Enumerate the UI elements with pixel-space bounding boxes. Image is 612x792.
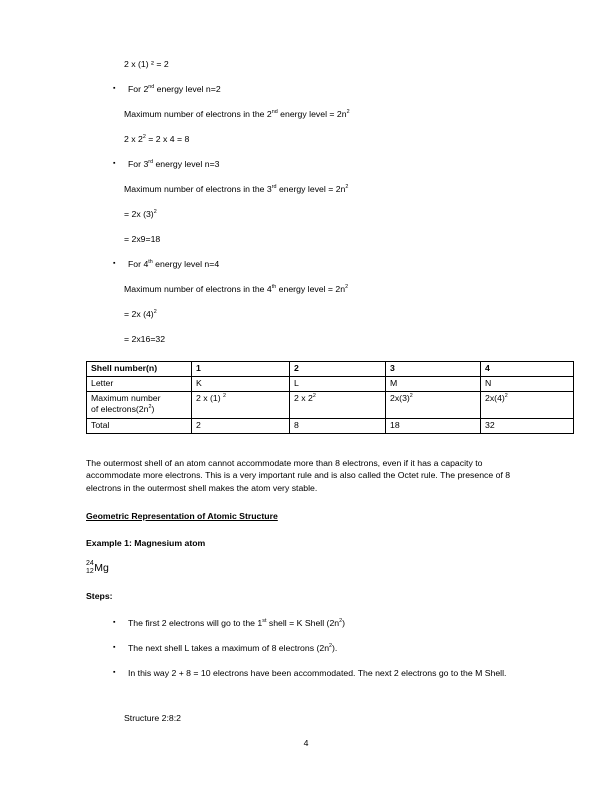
exponent: 2	[345, 184, 349, 191]
list-item	[86, 258, 528, 270]
list-item-label	[128, 83, 528, 95]
text-run: = 2x (4)	[124, 309, 154, 319]
exponent: 2	[312, 393, 316, 400]
table-header-row	[87, 362, 574, 377]
text-run: energy level n=3	[153, 159, 220, 169]
table-header-cell: 3	[386, 362, 481, 377]
text-run: The next shell L takes a maximum of 8 electrons (2n	[128, 643, 330, 654]
octet-rule-paragraph: The outermost shell of an atom cannot accommodate more than 8 electrons, even if it has a capacity to accommodate more electrons. This is a very important rule and is also called the Octet rule. The presence of 8 electrons in the outermost shell makes the atom very stable.	[86, 458, 511, 493]
ordinal-suffix: th	[148, 259, 153, 266]
exponent: 2	[504, 393, 508, 400]
page-number: 4	[303, 738, 309, 748]
ordinal-suffix: rd	[148, 159, 154, 166]
equation-n2	[86, 133, 528, 145]
square-bullet-icon: ▪	[113, 85, 116, 92]
ordinal-suffix: th	[271, 284, 277, 291]
text-run: 2x(3)	[390, 393, 410, 403]
text-run: Maximum number	[91, 393, 161, 403]
text-run: 2 x 2	[124, 134, 143, 144]
list-item	[86, 83, 528, 95]
list-item-label	[128, 642, 528, 654]
table-header-cell: 4	[481, 362, 574, 377]
text-run: )	[342, 618, 346, 629]
text-run: For 3	[128, 159, 149, 169]
table-cell	[192, 392, 290, 419]
equation-n3-a	[86, 208, 528, 220]
text-run: shell = K Shell (2n	[266, 618, 340, 629]
table-row	[87, 419, 574, 434]
text-run: energy level n=2	[154, 84, 221, 94]
table-cell: N	[481, 377, 574, 392]
ordinal-suffix: st	[262, 618, 267, 625]
shell-summary-table	[86, 361, 574, 434]
table-cell: 32	[481, 419, 574, 434]
table-row-label: Total	[87, 419, 192, 434]
table-cell: 2	[192, 419, 290, 434]
list-item-label	[128, 158, 528, 170]
exponent: 2	[329, 643, 333, 650]
table-cell: K	[192, 377, 290, 392]
structure-line: Structure 2:8:2	[124, 713, 181, 724]
exponent: 2	[153, 209, 157, 216]
ordinal-suffix: nd	[271, 109, 278, 116]
page-content	[86, 58, 528, 737]
exponent: 2	[345, 284, 349, 291]
text-run: energy level = 2n	[277, 109, 347, 119]
text-run: of electrons(2n	[91, 404, 149, 414]
text-run: Maximum number of electrons in the 4	[124, 284, 272, 294]
square-bullet-icon: ▪	[113, 669, 116, 677]
table-cell: 8	[290, 419, 386, 434]
table-header-cell: Shell number(n)	[87, 362, 192, 377]
text-run: = 2 x 4 = 8	[145, 134, 190, 144]
table-cell: M	[386, 377, 481, 392]
max-electrons-n2	[86, 108, 528, 120]
table-row	[87, 377, 574, 392]
table-row-label: Letter	[87, 377, 192, 392]
text-run: 2 x 2	[294, 393, 313, 403]
square-bullet-icon: ▪	[113, 644, 116, 652]
table-header-cell: 2	[290, 362, 386, 377]
list-item	[86, 158, 528, 170]
ordinal-suffix: nd	[148, 84, 155, 91]
text-run: energy level n=4	[152, 259, 220, 269]
table-row-label	[87, 392, 192, 419]
list-item-label	[128, 258, 528, 270]
list-item-label	[128, 617, 528, 629]
table-cell	[386, 392, 481, 419]
text-run: energy level = 2n	[276, 284, 346, 294]
table-cell	[290, 392, 386, 419]
square-bullet-icon: ▪	[113, 160, 116, 167]
page-section-title: Geometric Representation of Atomic Structure	[86, 511, 278, 522]
table-row	[87, 392, 574, 419]
text-run: For 2	[128, 84, 149, 94]
exponent: 2	[346, 109, 350, 116]
isotope-numbers	[86, 560, 94, 575]
list-item	[86, 642, 528, 654]
text-run: ).	[332, 643, 338, 654]
table-cell	[481, 392, 574, 419]
equation-n1: 2 x (1) ² = 2	[124, 59, 169, 69]
list-item-label: In this way 2 + 8 = 10 electrons have been accommodated. The next 2 electrons go to the M Shell.	[128, 668, 507, 679]
steps-heading: Steps:	[86, 591, 113, 602]
isotope-notation	[86, 560, 109, 575]
exponent: 2	[409, 393, 413, 400]
exponent: 2	[142, 134, 146, 141]
text-run: energy level = 2n	[276, 184, 346, 194]
section-heading-wrap	[86, 506, 528, 524]
text-run: Maximum number of electrons in the 2	[124, 109, 272, 119]
text-run: 2x(4)	[485, 393, 505, 403]
equation-n4-a	[86, 308, 528, 320]
table-cell: L	[290, 377, 386, 392]
text-run: = 2x (3)	[124, 209, 154, 219]
table-header-cell: 1	[192, 362, 290, 377]
exponent: 2	[339, 618, 343, 625]
example-heading: Example 1: Magnesium atom	[86, 538, 206, 549]
text-run: The first 2 electrons will go to the 1	[128, 618, 263, 629]
exponent: 2	[223, 393, 227, 400]
equation-n3-b: = 2x9=18	[124, 234, 161, 244]
table-cell: 18	[386, 419, 481, 434]
text-run: For 4	[128, 259, 149, 269]
mass-number: 24	[86, 560, 94, 568]
list-item	[86, 667, 528, 679]
max-electrons-n4	[86, 283, 528, 295]
atomic-number: 12	[86, 567, 94, 575]
text-run: 2 x (1)	[196, 393, 224, 403]
list-item	[86, 617, 528, 629]
exponent: 2	[148, 404, 152, 411]
equation-n4-b: = 2x16=32	[124, 334, 166, 344]
text-run: )	[151, 404, 155, 414]
exponent: 2	[153, 309, 157, 316]
element-symbol: Mg	[94, 561, 109, 574]
square-bullet-icon: ▪	[113, 619, 116, 627]
ordinal-suffix: rd	[271, 184, 277, 191]
square-bullet-icon: ▪	[113, 260, 116, 267]
max-electrons-n3	[86, 183, 528, 195]
text-run: Maximum number of electrons in the 3	[124, 184, 272, 194]
